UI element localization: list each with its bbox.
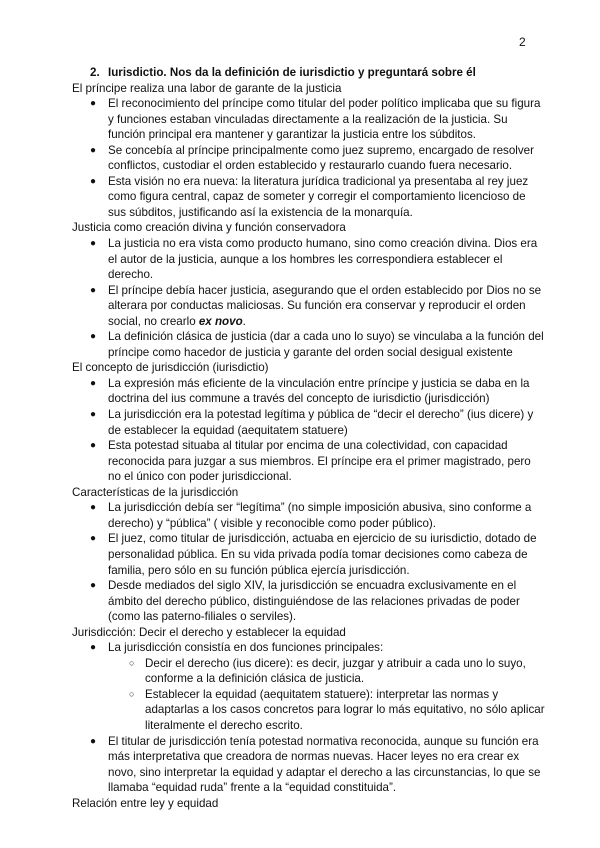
sub-list-item [72, 687, 545, 734]
bullet-icon: ● [90, 284, 97, 296]
bullet-icon: ● [90, 440, 97, 452]
bullet-icon: ● [90, 144, 97, 156]
text-segment: doctrina del ius commune a través del concepto de iurisdictio (jurisdicción) [108, 392, 490, 406]
text-segment: el autor de la justicia, aunque a los hombres les correspondiera establecer el [108, 252, 503, 266]
bullet-icon: ● [90, 642, 97, 654]
text-segment: Desde mediados del siglo XIV, la jurisdicción se encuadra exclusivamente en el [108, 579, 517, 593]
text-segment: no el único con poder jurisdiccional. [108, 470, 292, 484]
text-line [72, 127, 542, 143]
text-line [72, 438, 542, 454]
text-line [72, 391, 542, 407]
text-segment: derecho) y “pública” ( visible y reconocible como poder público). [108, 516, 436, 530]
text-segment: social, no crearlo [108, 314, 199, 328]
text-line [72, 236, 542, 252]
text-segment: más interpretativa que creadora de normas nuevas. Hacer leyes no era crear ex [108, 750, 520, 764]
text-segment: sus súbditos, justificando así la existencia de la monarquía. [108, 205, 413, 219]
text-line [72, 671, 542, 687]
bullet-icon: ● [90, 502, 97, 514]
list-item [72, 96, 542, 143]
text-segment: Esta visión no era nueva: la literatura jurídica tradicional ya presentaba al rey juez [108, 174, 529, 188]
text-line [72, 314, 542, 330]
bullet-icon: ● [90, 238, 97, 250]
section-title: Relación entre ley y equidad [72, 796, 219, 810]
text-line [72, 469, 542, 485]
list-item [72, 376, 542, 407]
text-line [72, 174, 542, 190]
text-segment: y funciones estaban vinculadas directamente a la realización de la justicia. Su [108, 112, 508, 126]
sub-list-item [72, 656, 542, 687]
text-line [72, 718, 542, 734]
section [72, 485, 542, 625]
bullet-icon: ● [90, 175, 97, 187]
section-title: Jurisdicción: Decir el derecho y establecer la equidad [72, 625, 346, 639]
text-line [72, 329, 542, 345]
section [72, 220, 542, 360]
heading-text: Iurisdictio. Nos da la definición de iurisdictio y preguntará sobre él [108, 66, 476, 79]
text-segment: Establecer la equidad (aequitatem statuere): interpretar las normas y [145, 687, 499, 701]
text-segment: conforme a la definición clásica de justicia. [145, 672, 365, 686]
section-title: Características de la jurisdicción [72, 485, 239, 499]
text-segment: personalidad pública. En su vida privada podía tomar decisiones como cabeza de [108, 547, 528, 561]
text-line [72, 423, 542, 439]
text-segment: literalmente el derecho escrito. [145, 718, 303, 732]
bullet-icon: ● [90, 377, 97, 389]
text-line [72, 578, 542, 594]
text-line [72, 702, 545, 718]
text-segment: Decir el derecho (ius dicere): es decir, juzgar y atribuir a cada uno lo suyo, [145, 656, 526, 670]
section [72, 625, 545, 796]
text-line [72, 252, 542, 268]
text-line [72, 780, 542, 796]
bullet-icon: ● [90, 331, 97, 343]
text-line [72, 547, 542, 563]
text-line [72, 656, 542, 672]
list-item [72, 578, 542, 625]
emphasis-text: ex novo [198, 314, 243, 328]
text-line [72, 205, 542, 221]
list-item [72, 283, 542, 330]
page-number: 2 [519, 35, 526, 49]
text-line [72, 345, 542, 361]
bullet-icon: ● [90, 409, 97, 421]
bullet-icon: ● [90, 735, 97, 747]
text-line [72, 765, 542, 781]
text-line [72, 734, 542, 750]
text-line [72, 531, 542, 547]
text-line [72, 407, 542, 423]
text-segment: de establecer la equidad (aequitatem statuere) [108, 423, 348, 437]
text-line [72, 283, 542, 299]
text-line [72, 189, 542, 205]
section-title: El concepto de jurisdicción (iurisdictio) [72, 361, 269, 375]
text-line [72, 376, 542, 392]
text-segment: novo, sino interpretar la equidad y adaptar el derecho a las circunstancias, lo que se [108, 765, 541, 779]
text-segment: La expresión más eficiente de la vinculación entre príncipe y justicia se daba en la [108, 376, 530, 390]
list-item [72, 531, 542, 578]
list-item [72, 438, 542, 485]
text-segment: . [242, 314, 246, 328]
text-segment: llamaba “equidad ruda” frente a la “equidad constituida”. [108, 781, 397, 795]
text-line [72, 143, 542, 159]
text-line [72, 158, 542, 174]
list-item [72, 407, 542, 438]
bullet-icon: ○ [129, 657, 135, 668]
text-line [72, 112, 542, 128]
text-line [72, 298, 542, 314]
document-body [72, 65, 545, 811]
text-line [72, 749, 542, 765]
text-segment: El juez, como titular de jurisdicción, actuaba en ejercicio de su iurisdictio, dotado de [108, 532, 537, 546]
text-segment: La jurisdicción debía ser “legítima” (no simple imposición abusiva, sino conforme a [108, 501, 532, 515]
list-item [72, 640, 545, 733]
section-title: El príncipe realiza una labor de garante de la justicia [72, 81, 342, 95]
text-line [72, 640, 542, 656]
text-line [72, 563, 542, 579]
text-segment: La definición clásica de justicia (dar a cada uno lo suyo) se vinculaba a la función del [108, 330, 544, 344]
text-segment: El príncipe debía hacer justicia, asegurando que el orden establecido por Dios no se [108, 283, 542, 297]
text-segment: adaptarlas a los casos concretos para lograr lo más equitativo, no sólo aplicar [145, 703, 545, 717]
text-line [72, 516, 542, 532]
text-segment: Esta potestad situaba al titular por encima de una colectividad, con capacidad [108, 439, 508, 453]
section [72, 81, 542, 221]
text-segment: alterara por conductas maliciosas. Su función era conservar y reproducir el orden [108, 299, 526, 313]
text-line [72, 687, 542, 703]
bullet-icon: ● [90, 98, 97, 110]
text-segment: El reconocimiento del príncipe como titular del poder político implicaba que su figura [108, 97, 541, 111]
list-item [72, 174, 542, 221]
text-segment: derecho. [108, 268, 154, 282]
list-item [72, 329, 542, 360]
text-line [72, 500, 542, 516]
text-segment: Se concebía al príncipe principalmente como juez supremo, encargado de resolver [108, 143, 534, 157]
text-segment: El titular de jurisdicción tenía potestad normativa reconocida, aunque su función era [108, 734, 539, 748]
text-segment: La jurisdicción consistía en dos funciones principales: [108, 641, 384, 655]
text-segment: ámbito del derecho público, distinguiéndose de las relaciones privadas de poder [108, 594, 520, 608]
text-line [72, 594, 542, 610]
text-segment: La jurisdicción era la potestad legítima y pública de “decir el derecho” (ius dicere) y [108, 408, 534, 422]
text-segment: como figura central, capaz de someter y corregir el comportamiento licencioso de [108, 190, 526, 204]
bullet-icon: ● [90, 533, 97, 545]
text-segment: La justicia no era vista como producto humano, sino como creación divina. Dios era [108, 237, 538, 251]
text-segment: (como las paterno-filiales o serviles). [108, 610, 297, 624]
text-line [72, 609, 542, 625]
section-heading [72, 65, 542, 81]
text-line [72, 454, 542, 470]
bullet-icon: ○ [129, 688, 135, 699]
text-segment: función principal era mantener y garantizar la justicia entre los súbditos. [108, 128, 476, 142]
list-item [72, 236, 542, 283]
section [72, 796, 542, 812]
text-segment: conflictos, custodiar el orden establecido y restaurarlo cuando fuera necesario. [108, 159, 513, 173]
text-segment: familia, pero sólo en su función pública ejercía jurisdicción. [108, 563, 410, 577]
text-line [72, 96, 542, 112]
bullet-icon: ● [90, 580, 97, 592]
list-item [72, 500, 542, 531]
list-item [72, 143, 542, 174]
list-item [72, 734, 542, 796]
heading-number: 2. [90, 66, 100, 79]
section-title: Justicia como creación divina y función conservadora [72, 221, 346, 235]
text-line [72, 267, 542, 283]
text-segment: príncipe como hacedor de justicia y garante del orden social desigual existente [108, 345, 513, 359]
section [72, 360, 542, 484]
text-segment: reconocida para juzgar a sus miembros. El príncipe era el primer magistrado, pero [108, 454, 531, 468]
